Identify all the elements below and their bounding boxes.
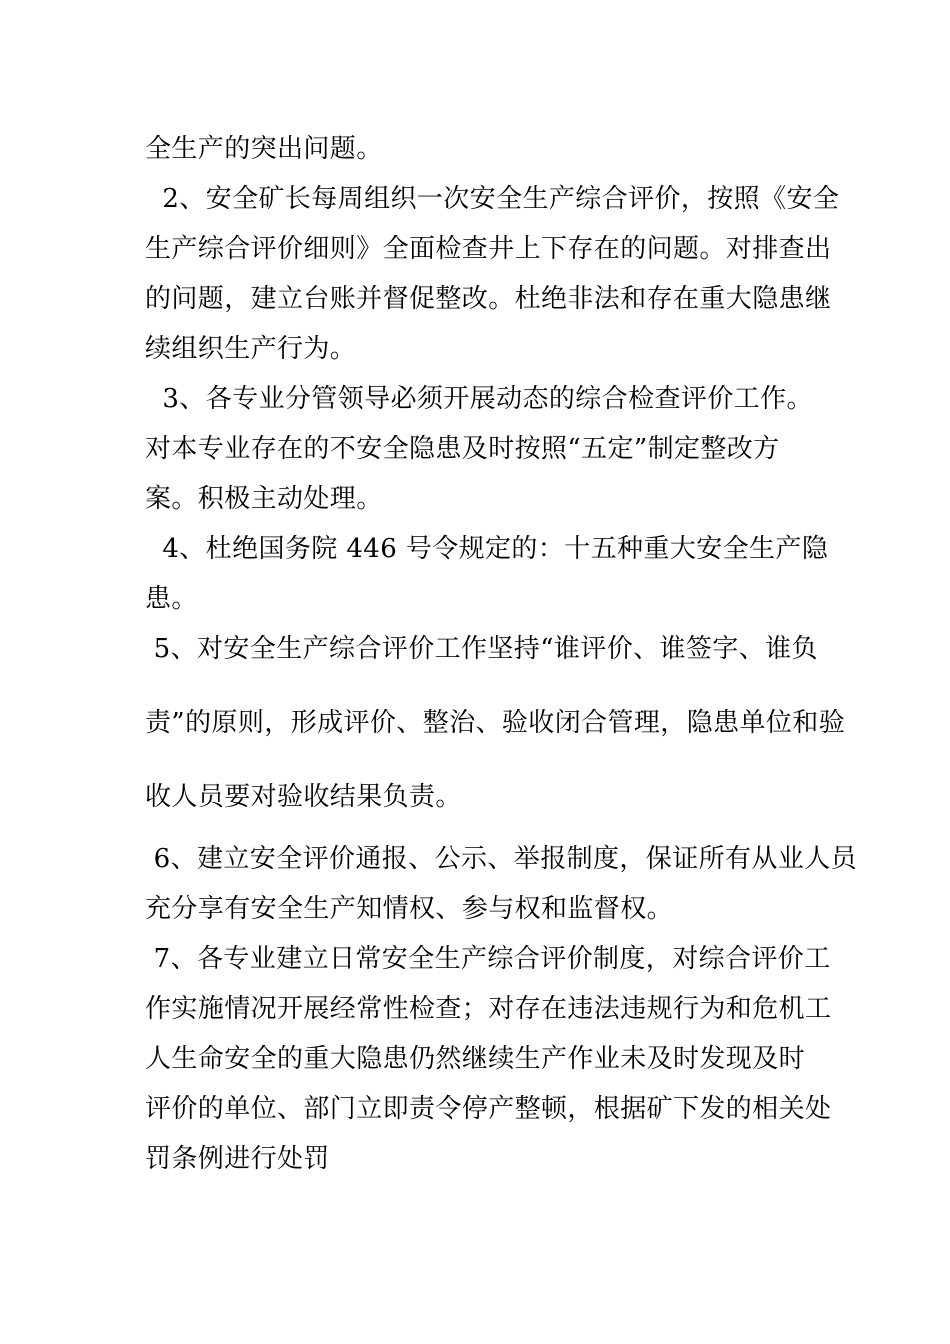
text-line: 5、对安全生产综合评价工作坚持“谁评价、谁签字、谁负 bbox=[145, 634, 818, 664]
text-line: 罚条例进行处罚 bbox=[145, 1144, 330, 1174]
text-line: 责”的原则，形成评价、整治、验收闭合管理，隐患单位和验 bbox=[145, 708, 846, 738]
text-line: 全生产的突出问题。 bbox=[145, 134, 383, 164]
text-line: 对本专业存在的不安全隐患及时按照“五定”制定整改方 bbox=[145, 434, 780, 464]
text-line: 人生命安全的重大隐患仍然继续生产作业未及时发现及时 bbox=[145, 1044, 806, 1074]
text-line: 7、各专业建立日常安全生产综合评价制度，对综合评价工 bbox=[145, 944, 831, 974]
text-line: 6、建立安全评价通报、公示、举报制度，保证所有从业人员 bbox=[145, 844, 858, 874]
text-line: 案。积极主动处理。 bbox=[145, 484, 383, 514]
text-line: 续组织生产行为。 bbox=[145, 334, 357, 364]
text-line: 2、安全矿长每周组织一次安全生产综合评价，按照《安全 bbox=[145, 184, 840, 214]
text-line: 生产综合评价细则》全面检查井上下存在的问题。对排查出 bbox=[145, 234, 832, 264]
text-line: 4、杜绝国务院 446 号令规定的：十五种重大安全生产隐 bbox=[145, 534, 829, 564]
text-line: 3、各专业分管领导必须开展动态的综合检查评价工作。 bbox=[145, 384, 813, 414]
text-line: 充分享有安全生产知情权、参与权和监督权。 bbox=[145, 894, 674, 924]
text-line: 收人员要对验收结果负责。 bbox=[145, 782, 462, 812]
text-line: 患。 bbox=[145, 584, 198, 614]
text-line: 的问题，建立台账并督促整改。杜绝非法和存在重大隐患继 bbox=[145, 284, 832, 314]
text-line: 作实施情况开展经常性检查；对存在违法违规行为和危机工 bbox=[145, 994, 832, 1024]
text-line: 评价的单位、部门立即责令停产整顿，根据矿下发的相关处 bbox=[145, 1094, 832, 1124]
